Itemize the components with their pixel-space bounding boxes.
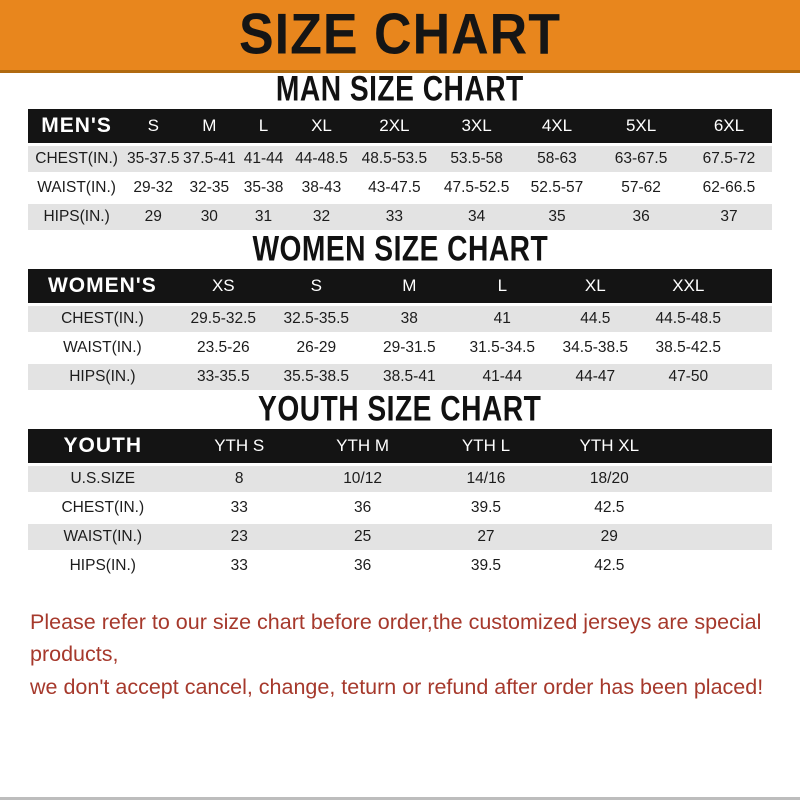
size-cell: 30 [181,204,237,230]
size-cell: 10/12 [301,466,424,492]
size-cell: 34.5-38.5 [549,335,642,361]
size-cell: 33 [178,495,301,521]
youth-row-u-s-size [28,466,772,492]
size-column-header: L [456,269,549,303]
size-column-header: YTH XL [548,429,671,463]
youth-header-row [28,429,772,463]
men-row-hips-in [28,204,772,230]
size-cell: 38 [363,306,456,332]
men-table [28,106,772,233]
size-cell: 31 [237,204,289,230]
men-section-heading-text: MAN SIZE CHART [276,70,524,109]
row-label: CHEST(IN.) [28,495,178,521]
size-column-header: 3XL [435,109,517,143]
size-column-header: 2XL [353,109,435,143]
size-column-header: XXL [642,269,735,303]
size-cell: 35-38 [237,175,289,201]
size-cell: 44.5 [549,306,642,332]
row-label: HIPS(IN.) [28,553,178,579]
size-cell: 14/16 [424,466,547,492]
size-cell: 37.5-41 [181,146,237,172]
size-cell: 38-43 [290,175,354,201]
youth-section-heading-text: YOUTH SIZE CHART [258,390,542,429]
youth-section-heading [0,390,800,429]
size-cell: 63-67.5 [596,146,686,172]
size-column-header: YTH L [424,429,547,463]
row-label: HIPS(IN.) [28,204,125,230]
size-column-header: S [270,269,363,303]
title-banner [0,0,800,73]
size-cell: 23 [178,524,301,550]
size-cell: 33-35.5 [177,364,270,390]
size-cell: 53.5-58 [435,146,517,172]
women-header-row [28,269,772,303]
size-cell: 33 [178,553,301,579]
size-cell: 44-47 [549,364,642,390]
size-cell: 34 [435,204,517,230]
footer-disclaimer-line-1: Please refer to our size chart before order,the customized jerseys are special products, [30,610,762,667]
size-cell: 37 [686,204,772,230]
size-cell: 44-48.5 [290,146,354,172]
size-cell: 41-44 [237,146,289,172]
size-cell: 57-62 [596,175,686,201]
youth-row-hips-in [28,553,772,579]
size-column-header: 4XL [518,109,597,143]
size-cell: 39.5 [424,495,547,521]
size-column-header: M [363,269,456,303]
row-label: WAIST(IN.) [28,524,178,550]
women-section-heading [0,230,800,269]
row-spacer-cell [735,335,772,361]
row-label: CHEST(IN.) [28,146,125,172]
size-cell: 35.5-38.5 [270,364,363,390]
size-cell: 27 [424,524,547,550]
youth-row-waist-in [28,524,772,550]
size-cell: 62-66.5 [686,175,772,201]
size-cell: 32.5-35.5 [270,306,363,332]
row-spacer-cell [735,306,772,332]
section-youth [0,390,800,582]
size-cell: 38.5-41 [363,364,456,390]
size-cell: 38.5-42.5 [642,335,735,361]
size-cell: 29.5-32.5 [177,306,270,332]
women-size-table [28,266,772,393]
size-cell: 41 [456,306,549,332]
section-men [0,70,800,233]
men-header-label: MEN'S [28,109,125,143]
size-column-header: YTH M [301,429,424,463]
footer-disclaimer [30,606,800,703]
youth-table [28,426,772,582]
men-row-waist-in [28,175,772,201]
size-cell: 8 [178,466,301,492]
size-cell: 35-37.5 [125,146,181,172]
size-column-header: 6XL [686,109,772,143]
size-cell: 47-50 [642,364,735,390]
row-label: HIPS(IN.) [28,364,177,390]
header-spacer-cell [735,269,772,303]
size-column-header: S [125,109,181,143]
size-cell: 25 [301,524,424,550]
women-row-hips-in [28,364,772,390]
youth-size-table [28,426,772,582]
size-cell: 36 [301,553,424,579]
size-cell: 26-29 [270,335,363,361]
size-column-header: XL [549,269,642,303]
size-column-header: XL [290,109,354,143]
size-cell: 48.5-53.5 [353,146,435,172]
row-label: CHEST(IN.) [28,306,177,332]
size-cell: 42.5 [548,553,671,579]
men-section-heading [0,70,800,109]
page-title: SIZE CHART [239,3,561,67]
women-row-chest-in [28,306,772,332]
footer-disclaimer-line-2: we don't accept cancel, change, teturn or refund after order has been placed! [30,674,764,699]
size-cell: 41-44 [456,364,549,390]
size-column-header: M [181,109,237,143]
size-cell: 31.5-34.5 [456,335,549,361]
size-cell: 32-35 [181,175,237,201]
men-header-row [28,109,772,143]
size-column-header: 5XL [596,109,686,143]
row-spacer-cell [671,524,772,550]
size-cell: 23.5-26 [177,335,270,361]
size-cell: 58-63 [518,146,597,172]
size-column-header: XS [177,269,270,303]
header-spacer-cell [671,429,772,463]
youth-header-label: YOUTH [28,429,178,463]
men-row-chest-in [28,146,772,172]
size-cell: 35 [518,204,597,230]
row-label: U.S.SIZE [28,466,178,492]
size-cell: 67.5-72 [686,146,772,172]
row-label: WAIST(IN.) [28,175,125,201]
size-cell: 42.5 [548,495,671,521]
row-label: WAIST(IN.) [28,335,177,361]
men-size-table [28,106,772,233]
size-column-header: L [237,109,289,143]
size-cell: 43-47.5 [353,175,435,201]
size-cell: 36 [596,204,686,230]
women-header-label: WOMEN'S [28,269,177,303]
size-cell: 36 [301,495,424,521]
size-cell: 29 [548,524,671,550]
size-cell: 47.5-52.5 [435,175,517,201]
youth-row-chest-in [28,495,772,521]
row-spacer-cell [735,364,772,390]
row-spacer-cell [671,495,772,521]
row-spacer-cell [671,553,772,579]
section-women [0,230,800,393]
size-cell: 44.5-48.5 [642,306,735,332]
women-section-heading-text: WOMEN SIZE CHART [252,230,548,269]
size-cell: 33 [353,204,435,230]
women-table [28,266,772,393]
size-cell: 29-31.5 [363,335,456,361]
size-cell: 29-32 [125,175,181,201]
women-row-waist-in [28,335,772,361]
size-cell: 32 [290,204,354,230]
size-column-header: YTH S [178,429,301,463]
size-cell: 39.5 [424,553,547,579]
size-cell: 18/20 [548,466,671,492]
size-cell: 29 [125,204,181,230]
size-cell: 52.5-57 [518,175,597,201]
row-spacer-cell [671,466,772,492]
